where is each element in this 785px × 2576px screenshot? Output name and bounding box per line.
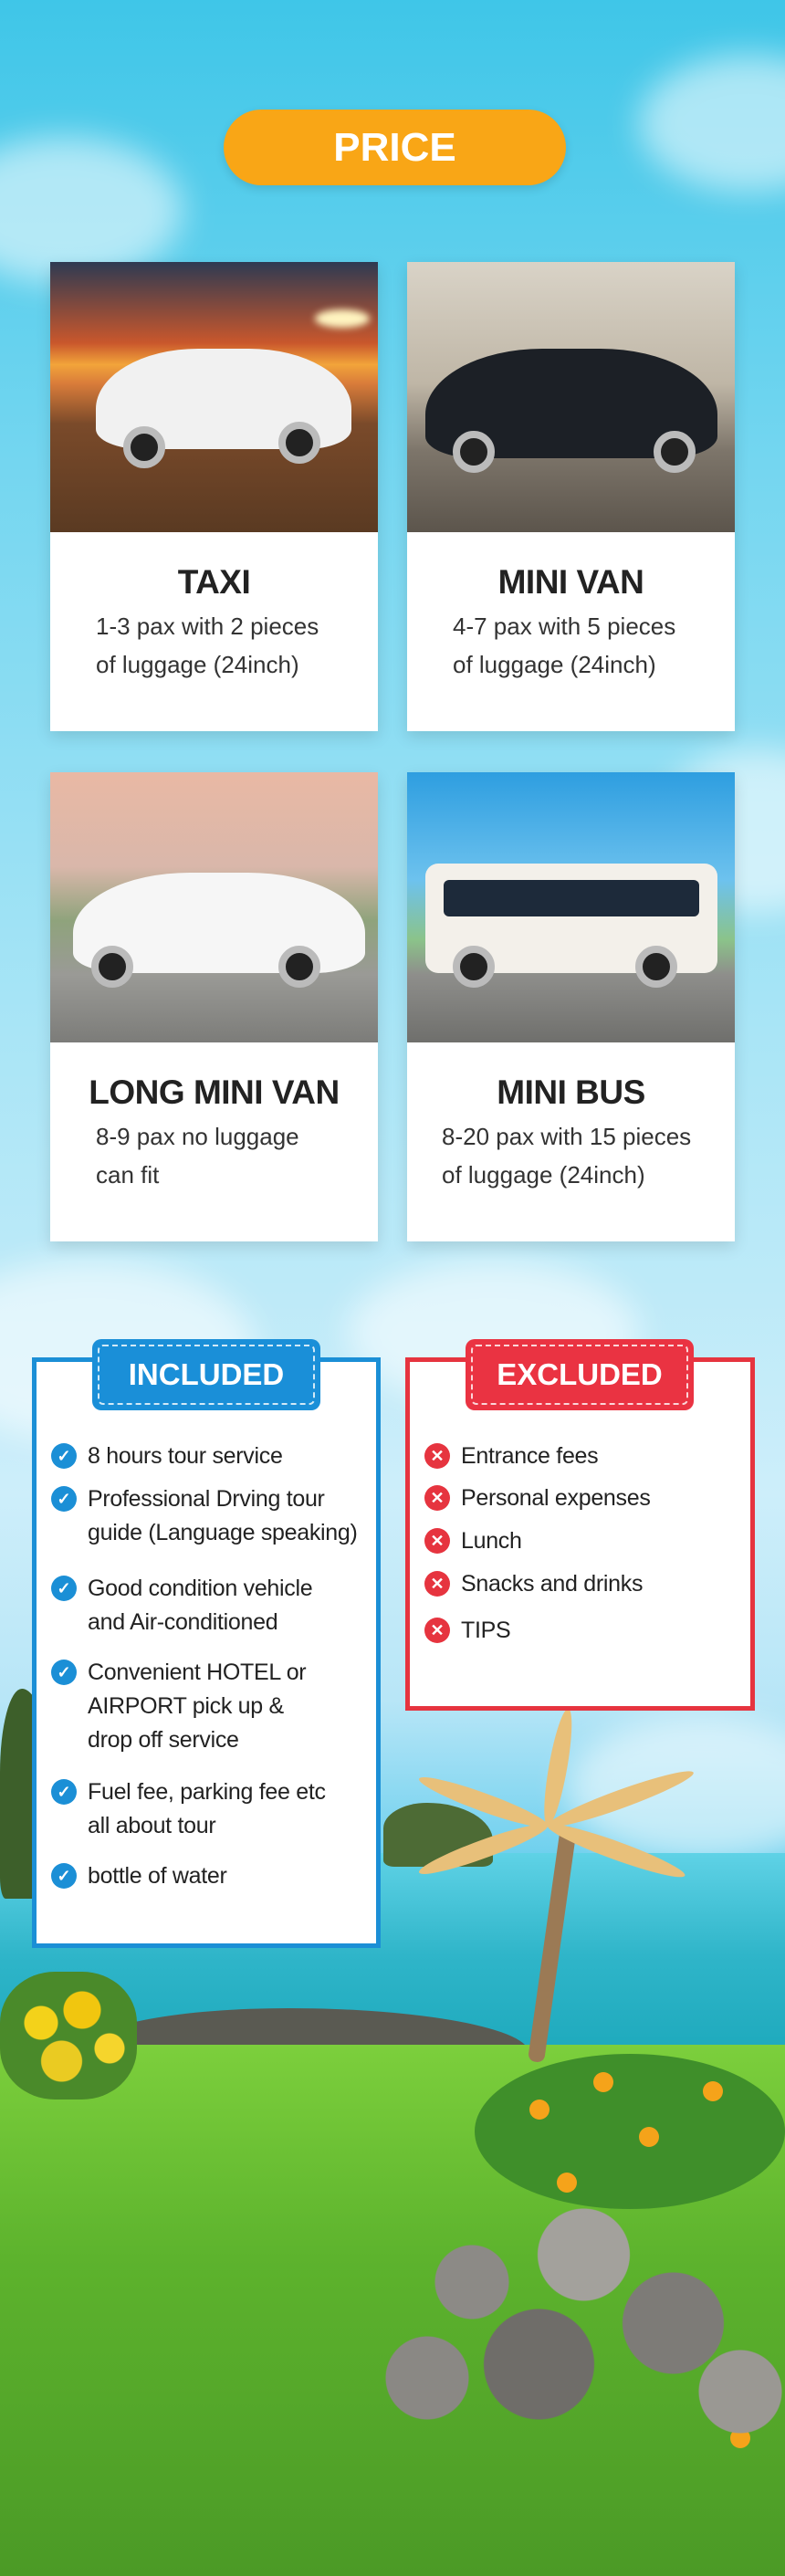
bus-windows [444,880,699,916]
included-item [51,1440,283,1473]
wheel [654,431,696,473]
excluded-item-text: Lunch [461,1528,522,1554]
item-line: all about tour [88,1813,216,1838]
item-line: Fuel fee, parking fee etc [88,1779,326,1805]
item-line: guide (Language speaking) [88,1520,358,1545]
vehicle-card-mini-van [407,262,735,731]
x-circle-icon: ✕ [424,1618,450,1643]
check-circle-icon: ✓ [51,1576,77,1601]
item-line: 8 hours tour service [88,1443,283,1469]
item-line: Professional Drving tour [88,1486,325,1512]
wheel [453,946,495,988]
included-item [51,1572,312,1639]
cloud [639,55,785,192]
check-circle-icon: ✓ [51,1863,77,1889]
description-line: can fit [96,1161,160,1189]
included-item-text [88,1859,227,1893]
wheel [91,946,133,988]
check-circle-icon: ✓ [51,1660,77,1685]
check-circle-icon: ✓ [51,1443,77,1469]
included-item [51,1656,306,1757]
included-title: INCLUDED [92,1339,320,1410]
included-item [51,1482,358,1550]
tangerine [593,2072,613,2092]
description-line: 8-20 pax with 15 pieces [442,1123,692,1150]
taxi-photo [50,262,378,532]
excluded-item [424,1440,598,1473]
vehicle-description [453,607,717,684]
x-circle-icon: ✕ [424,1571,450,1597]
vehicle-name: MINI VAN [497,563,644,601]
item-line: drop off service [88,1727,239,1753]
tangerine [639,2127,659,2147]
excluded-item [424,1567,643,1601]
check-circle-icon: ✓ [51,1486,77,1512]
description-line: of luggage (24inch) [96,651,299,678]
vehicle-description [96,607,361,684]
vehicle-name: LONG MINI VAN [89,1073,340,1111]
sun-glow [315,309,370,328]
tangerine [703,2081,723,2101]
item-line: AIRPORT pick up & [88,1693,284,1719]
vehicle-description [96,1117,361,1194]
item-line: bottle of water [88,1863,227,1889]
long-mini-van-photo [50,772,378,1042]
included-item [51,1775,326,1843]
included-item-text [88,1482,358,1550]
excluded-title: EXCLUDED [466,1339,694,1410]
included-item-text [88,1572,312,1639]
flower-bush [0,1972,137,2100]
wheel [123,426,165,468]
vehicle-name: MINI BUS [497,1073,645,1111]
excluded-item [424,1524,522,1558]
tangerine [529,2100,550,2120]
description-line: 1-3 pax with 2 pieces [96,613,319,640]
vehicle-card-long-mini-van [50,772,378,1241]
vehicle-description [442,1117,725,1194]
mini-bus-photo [407,772,735,1042]
item-line: Good condition vehicle [88,1576,313,1601]
excluded-item-text: Entrance fees [461,1443,599,1469]
vehicle-card-taxi [50,262,378,731]
description-line: of luggage (24inch) [453,651,656,678]
vehicle-name: TAXI [177,563,251,601]
wheel [635,946,677,988]
included-item-text [88,1656,306,1757]
excluded-item-text: Personal expenses [461,1485,651,1511]
price-header-pill: PRICE [224,110,566,185]
excluded-item-text: TIPS [461,1618,511,1643]
description-line: 4-7 pax with 5 pieces [453,613,676,640]
cloud [0,137,183,283]
excluded-item-text: Snacks and drinks [461,1571,644,1597]
x-circle-icon: ✕ [424,1443,450,1469]
wheel [278,946,320,988]
excluded-item [424,1482,651,1515]
vehicle-card-mini-bus [407,772,735,1241]
x-circle-icon: ✕ [424,1528,450,1554]
wheel [278,422,320,464]
description-line: 8-9 pax no luggage [96,1123,299,1150]
included-item [51,1859,227,1893]
item-line: Convenient HOTEL or [88,1660,307,1685]
stone-wall [338,2173,785,2446]
item-line: and Air-conditioned [88,1609,278,1635]
wheel [453,431,495,473]
included-item-text [88,1775,326,1843]
included-item-text [88,1440,283,1473]
mini-van-photo [407,262,735,532]
excluded-item [424,1614,510,1648]
check-circle-icon: ✓ [51,1779,77,1805]
description-line: of luggage (24inch) [442,1161,645,1189]
x-circle-icon: ✕ [424,1485,450,1511]
